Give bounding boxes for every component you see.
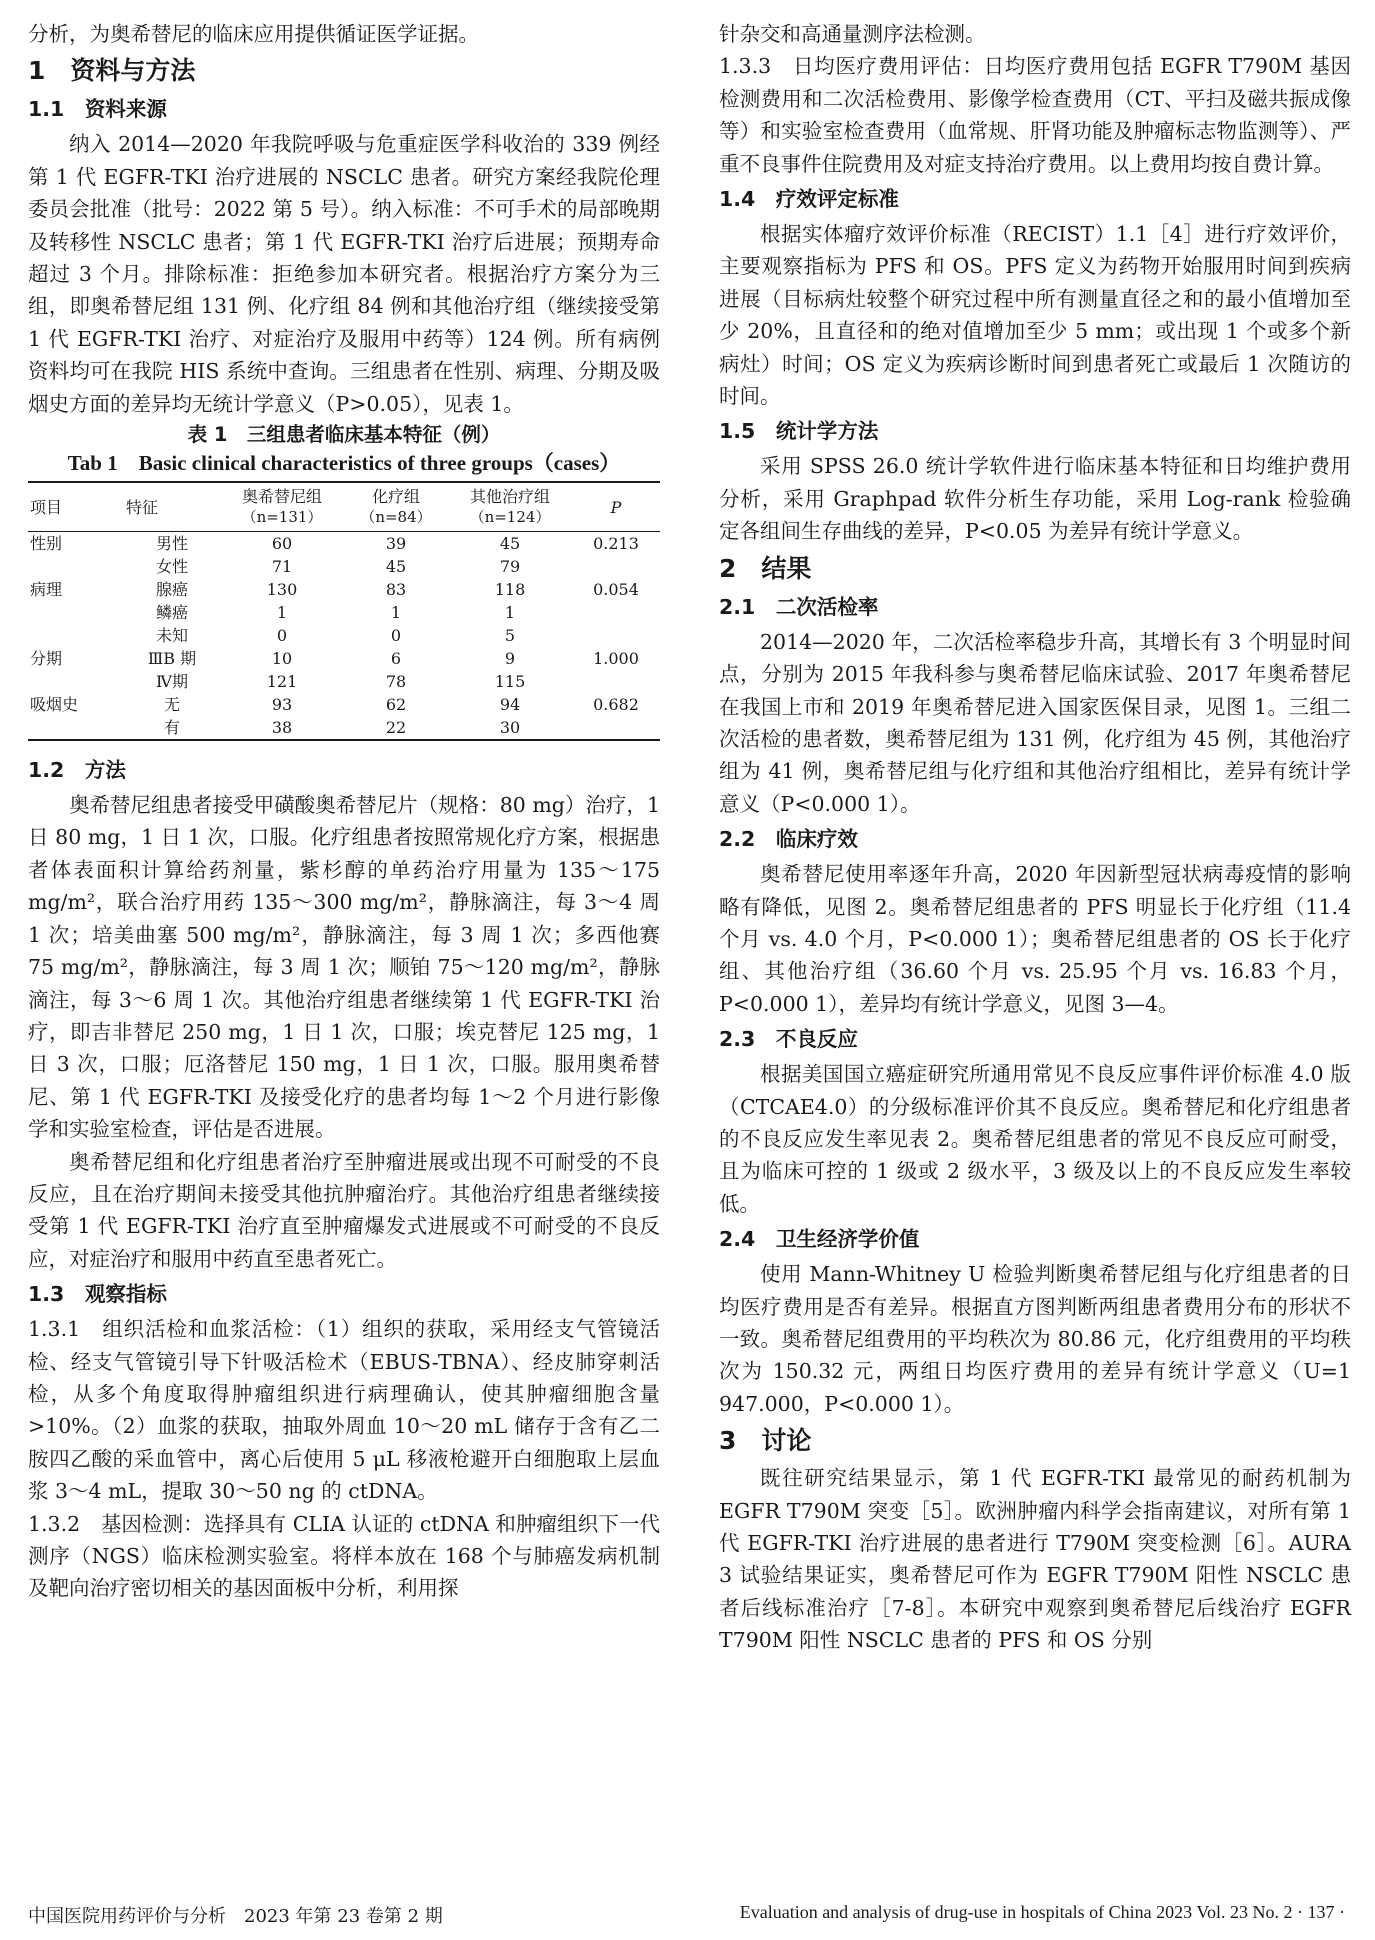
table-cell: 1 — [390, 603, 402, 623]
section-heading-methods: 1 资料与方法 — [28, 56, 196, 86]
table-row — [28, 578, 660, 601]
paragraph-3: 既往研究结果显示，第 1 代 EGFR-TKI 最常见的耐药机制为 EGFR T790M 突变［5］。欧洲肿瘤内科学会指南建议，对所有第 1 代 EGFR-TKI 治疗进展的患者进行 T790M 突变检测［6］。AURA 3 试验结果证实，奥希替尼可作为 EGFR T790M 阳性 NSCLC 患者后线标准治疗［7-8］。本研究中观察到奥希替尼后线治疗 EGFR T790M 阳性 NSCLC 患者的 PFS 和 OS 分别 — [719, 1466, 1351, 1653]
table-cell: 94 — [499, 695, 521, 715]
table-row — [28, 693, 660, 716]
table-cell — [572, 716, 660, 740]
table-cell — [572, 670, 660, 693]
table-cell — [28, 624, 124, 647]
continued-paragraph: 针杂交和高通量测序法检测。 — [719, 22, 986, 46]
subsection-heading-1-4: 1.4 疗效评定标准 — [719, 187, 899, 212]
table-cell: 1.000 — [593, 649, 639, 669]
table-cell: 62 — [385, 695, 407, 715]
table-row — [28, 601, 660, 624]
table-cell — [28, 670, 124, 693]
table-cell — [572, 555, 660, 578]
table-cell: 6 — [390, 649, 402, 669]
table-cell: 45 — [385, 557, 407, 577]
table-cell: 130 — [266, 580, 298, 600]
paragraph-2-3: 根据美国国立癌症研究所通用常见不良反应事件评价标准 4.0 版（CTCAE4.0）的分级标准评价其不良反应。奥希替尼和化疗组患者的不良反应发生率见表 2。奥希替尼组患者的常见不良反应可耐受，且为临床可控的 1 级或 2 级水平，3 级及以上的不良反应发生率较低。 — [719, 1062, 1351, 1216]
section-heading-results: 2 结果 — [719, 553, 812, 583]
table1-header-osimertinib-n: （n=131） — [241, 508, 323, 527]
table-cell: 0.213 — [593, 534, 639, 554]
table-row — [28, 532, 660, 556]
table-cell: Ⅳ期 — [156, 672, 188, 692]
table-cell: 78 — [385, 672, 407, 692]
paragraph-1-5: 采用 SPSS 26.0 统计学软件进行临床基本特征和日均维护费用分析，采用 Graphpad 软件分析生存功能，采用 Log-rank 检验确定各组间生存曲线的差异，P<0.05 为差异有统计学意义。 — [719, 454, 1351, 544]
table-cell: 0 — [276, 626, 288, 646]
paragraph-1-3-1: 1.3.1 组织活检和血浆活检：（1）组织的获取，采用经支气管镜活检、经支气管镜引导下针吸活检术（EBUS-TBNA）、经皮肺穿刺活检，从多个角度取得肿瘤组织进行病理确认，使其肿瘤细胞含量>10%。（2）血浆的获取，抽取外周血 10～20 mL 储存于含有乙二胺四乙酸的采血管中，离心后使用 5 μL 移液枪避开白细胞取上层血浆 3～4 mL，提取 30～50 ng 的 ctDNA。 — [28, 1317, 660, 1504]
subsection-heading-2-2: 2.2 临床疗效 — [719, 827, 858, 852]
right-column — [719, 18, 1351, 1657]
table-cell: 性别 — [30, 534, 63, 554]
table1-header-osimertinib-label: 奥希替尼组 — [241, 487, 322, 507]
paragraph-2-4: 使用 Mann-Whitney U 检验判断奥希替尼组与化疗组患者的日均医疗费用是否有差异。根据直方图判断两组患者费用分布的形状不一致。奥希替尼组费用的平均秩次为 80.86 元，化疗组费用的平均秩次为 150.32 元，两组日均医疗费用的差异有统计学意义（U=1 947.000，P<0.000 1）。 — [719, 1262, 1351, 1416]
table-row — [28, 716, 660, 740]
table-cell — [28, 601, 124, 624]
table-row — [28, 647, 660, 670]
table-cell: 有 — [163, 718, 180, 738]
table-cell: 0.682 — [593, 695, 639, 715]
paragraph-2-2: 奥希替尼使用率逐年升高，2020 年因新型冠状病毒疫情的影响略有降低，见图 2。奥希替尼组患者的 PFS 明显长于化疗组（11.4 个月 vs. 4.0 个月，P<0.000 1）；奥希替尼组患者的 OS 长于化疗组、其他治疗组（36.60 个月 vs. 25.95 个月 vs. 16.83 个月，P<0.000 1），差异均有统计学意义，见图 3—4。 — [719, 862, 1351, 1016]
subsection-heading-2-4: 2.4 卫生经济学价值 — [719, 1227, 920, 1252]
table-row — [28, 555, 660, 578]
subsection-heading-1-2: 1.2 方法 — [28, 758, 126, 783]
table-cell: 121 — [266, 672, 298, 692]
footer-journal-en: Evaluation and analysis of drug-use in hospitals of China 2023 Vol. 23 No. 2 · 137 · — [739, 1902, 1345, 1922]
table-cell: 22 — [385, 718, 407, 738]
table1-header-other-n: （n=124） — [469, 508, 551, 527]
table-cell: 男性 — [155, 534, 188, 554]
table-cell: 未知 — [155, 626, 188, 646]
paragraph-1-2a: 奥希替尼组患者接受甲磺酸奥希替尼片（规格：80 mg）治疗，1 日 80 mg，1 日 1 次，口服。化疗组患者按照常规化疗方案，根据患者体表面积计算给药剂量，紫杉醇的单药治疗用量为 135～175 mg/m²，联合治疗用药 135～300 mg/m²，静脉滴注，每 3～4 周 1 次；培美曲塞 500 mg/m²，静脉滴注，每 3 周 1 次；多西他赛 75 mg/m²，静脉滴注，每 3 周 1 次；顺铂 75～120 mg/m²，静脉滴注，每 3～6 周 1 次。其他治疗组患者继续第 1 代 EGFR-TKI 治疗，即吉非替尼 250 mg，1 日 1 次，口服；埃克替尼 125 mg，1 日 3 次，口服；厄洛替尼 150 mg，1 日 1 次，口服。服用奥希替尼、第 1 代 EGFR-TKI 及接受化疗的患者均每 1～2 个月进行影像学和实验室检查，评估是否进展。 — [28, 793, 660, 1142]
paragraph-1-3-3: 1.3.3 日均医疗费用评估：日均医疗费用包括 EGFR T790M 基因检测费用和二次活检费用、影像学检查费用（CT、平扫及磁共振成像等）和实验室检查费用（血常规、肝肾功能及肿瘤标志物监测等）、严重不良事件住院费用及对症支持治疗费用。以上费用均按自费计算。 — [719, 54, 1351, 176]
table1-header-row — [28, 482, 660, 532]
table-cell: 71 — [271, 557, 293, 577]
table-cell — [572, 601, 660, 624]
subsection-heading-2-1: 2.1 二次活检率 — [719, 594, 879, 619]
table-cell: 60 — [271, 534, 293, 554]
subsection-heading-1-5: 1.5 统计学方法 — [719, 419, 879, 444]
footer-journal-cn: 中国医院用药评价与分析 2023 年第 23 卷第 2 期 — [28, 1906, 443, 1927]
section-heading-discussion: 3 讨论 — [719, 1426, 812, 1456]
subsection-heading-1-1: 1.1 资料来源 — [28, 97, 167, 122]
paragraph-1-3-2: 1.3.2 基因检测：选择具有 CLIA 认证的 ctDNA 和肿瘤组织下一代测序（NGS）临床检测实验室。将样本放在 168 个与肺癌发病机制及靶向治疗密切相关的基因面板中分析，利用探 — [28, 1511, 660, 1601]
table-cell: ⅢB 期 — [147, 649, 197, 669]
paragraph-1-2b: 奥希替尼组和化疗组患者治疗至肿瘤进展或出现不可耐受的不良反应，且在治疗期间未接受其他抗肿瘤治疗。其他治疗组患者继续接受第 1 代 EGFR-TKI 治疗直至肿瘤爆发式进展或不可耐受的不良反应，对症治疗和服用中药直至患者死亡。 — [28, 1149, 660, 1271]
table-cell: 女性 — [155, 557, 188, 577]
left-column — [28, 18, 660, 1605]
subsection-heading-2-3: 2.3 不良反应 — [719, 1027, 858, 1052]
table-cell: 0 — [390, 626, 402, 646]
table-cell — [28, 716, 124, 740]
table-cell: 118 — [494, 580, 526, 600]
table1-header-p: P — [572, 482, 660, 532]
table-cell — [28, 555, 124, 578]
table1-caption-en: Tab 1 Basic clinical characteristics of three groups（cases） — [67, 451, 621, 476]
table-cell: 5 — [504, 626, 516, 646]
table-cell: 83 — [385, 580, 407, 600]
table-cell: 93 — [271, 695, 293, 715]
table-cell: 79 — [499, 557, 521, 577]
paragraph-2-1: 2014—2020 年，二次活检率稳步升高，其增长有 3 个明显时间点，分别为 2015 年我科参与奥希替尼临床试验、2017 年奥希替尼在我国上市和 2019 年奥希替尼进入国家医保目录，见图 1。三组二次活检的患者数，奥希替尼组为 131 例，化疗组为 45 例，其他治疗组为 41 例，奥希替尼组与化疗组和其他治疗组相比，差异有统计学意义（P<0.000 1）。 — [719, 629, 1351, 816]
table1-header-osimertinib — [220, 482, 344, 532]
table1-header-chemo-n: （n=84） — [360, 508, 432, 527]
table-cell: 38 — [271, 718, 293, 738]
table-cell: 鳞癌 — [155, 603, 188, 623]
subsection-heading-1-3: 1.3 观察指标 — [28, 1282, 167, 1307]
table1-header-chemo — [344, 482, 448, 532]
table1-caption-cn: 表 1 三组患者临床基本特征（例） — [187, 423, 501, 447]
table-cell: 115 — [494, 672, 526, 692]
table1-header-other — [448, 482, 572, 532]
table-cell: 10 — [271, 649, 293, 669]
table-cell: 1 — [276, 603, 288, 623]
table-cell: 分期 — [30, 649, 63, 669]
table-cell: 病理 — [30, 580, 63, 600]
table1-body — [28, 532, 660, 741]
table-cell: 39 — [385, 534, 407, 554]
table-cell: 腺癌 — [155, 580, 188, 600]
table-row — [28, 624, 660, 647]
table1-header-item: 项目 — [28, 482, 124, 532]
table-cell: 1 — [504, 603, 516, 623]
table1-header-feature: 特征 — [124, 482, 220, 532]
table-cell: 0.054 — [593, 580, 639, 600]
paragraph-1-1: 纳入 2014—2020 年我院呼吸与危重症医学科收治的 339 例经第 1 代 EGFR-TKI 治疗进展的 NSCLC 患者。研究方案经我院伦理委员会批准（批号：2022 第 5 号）。纳入标准：不可手术的局部晚期及转移性 NSCLC 患者；第 1 代 EGFR-TKI 治疗后进展；预期寿命超过 3 个月。排除标准：拒绝参加本研究者。根据治疗方案分为三组，即奥希替尼组 131 例、化疗组 84 例和其他治疗组（继续接受第 1 代 EGFR-TKI 治疗、对症治疗及服用中药等）124 例。所有病例资料均可在我院 HIS 系统中查询。三组患者在性别、病理、分期及吸烟史方面的差异均无统计学意义（P>0.05），见表 1。 — [28, 132, 660, 416]
table1-header-chemo-label: 化疗组 — [371, 487, 420, 507]
intro-paragraph: 分析，为奥希替尼的临床应用提供循证医学证据。 — [28, 22, 479, 46]
paragraph-1-4: 根据实体瘤疗效评价标准（RECIST）1.1［4］进行疗效评价，主要观察指标为 PFS 和 OS。PFS 定义为药物开始服用时间到疾病进展（目标病灶较整个研究过程中所有测量直径之和的最小值增加至少 20%，且直径和的绝对值增加至少 5 mm；或出现 1 个或多个新病灶）时间；OS 定义为疾病诊断时间到患者死亡或最后 1 次随访的时间。 — [719, 222, 1351, 409]
table-cell: 吸烟史 — [30, 695, 79, 715]
table-cell: 45 — [499, 534, 521, 554]
table1 — [28, 481, 660, 741]
table-cell — [572, 624, 660, 647]
table-cell: 30 — [499, 718, 521, 738]
table-row — [28, 670, 660, 693]
table-cell: 无 — [163, 695, 180, 715]
table1-header-other-label: 其他治疗组 — [469, 487, 550, 507]
table-cell: 9 — [504, 649, 516, 669]
